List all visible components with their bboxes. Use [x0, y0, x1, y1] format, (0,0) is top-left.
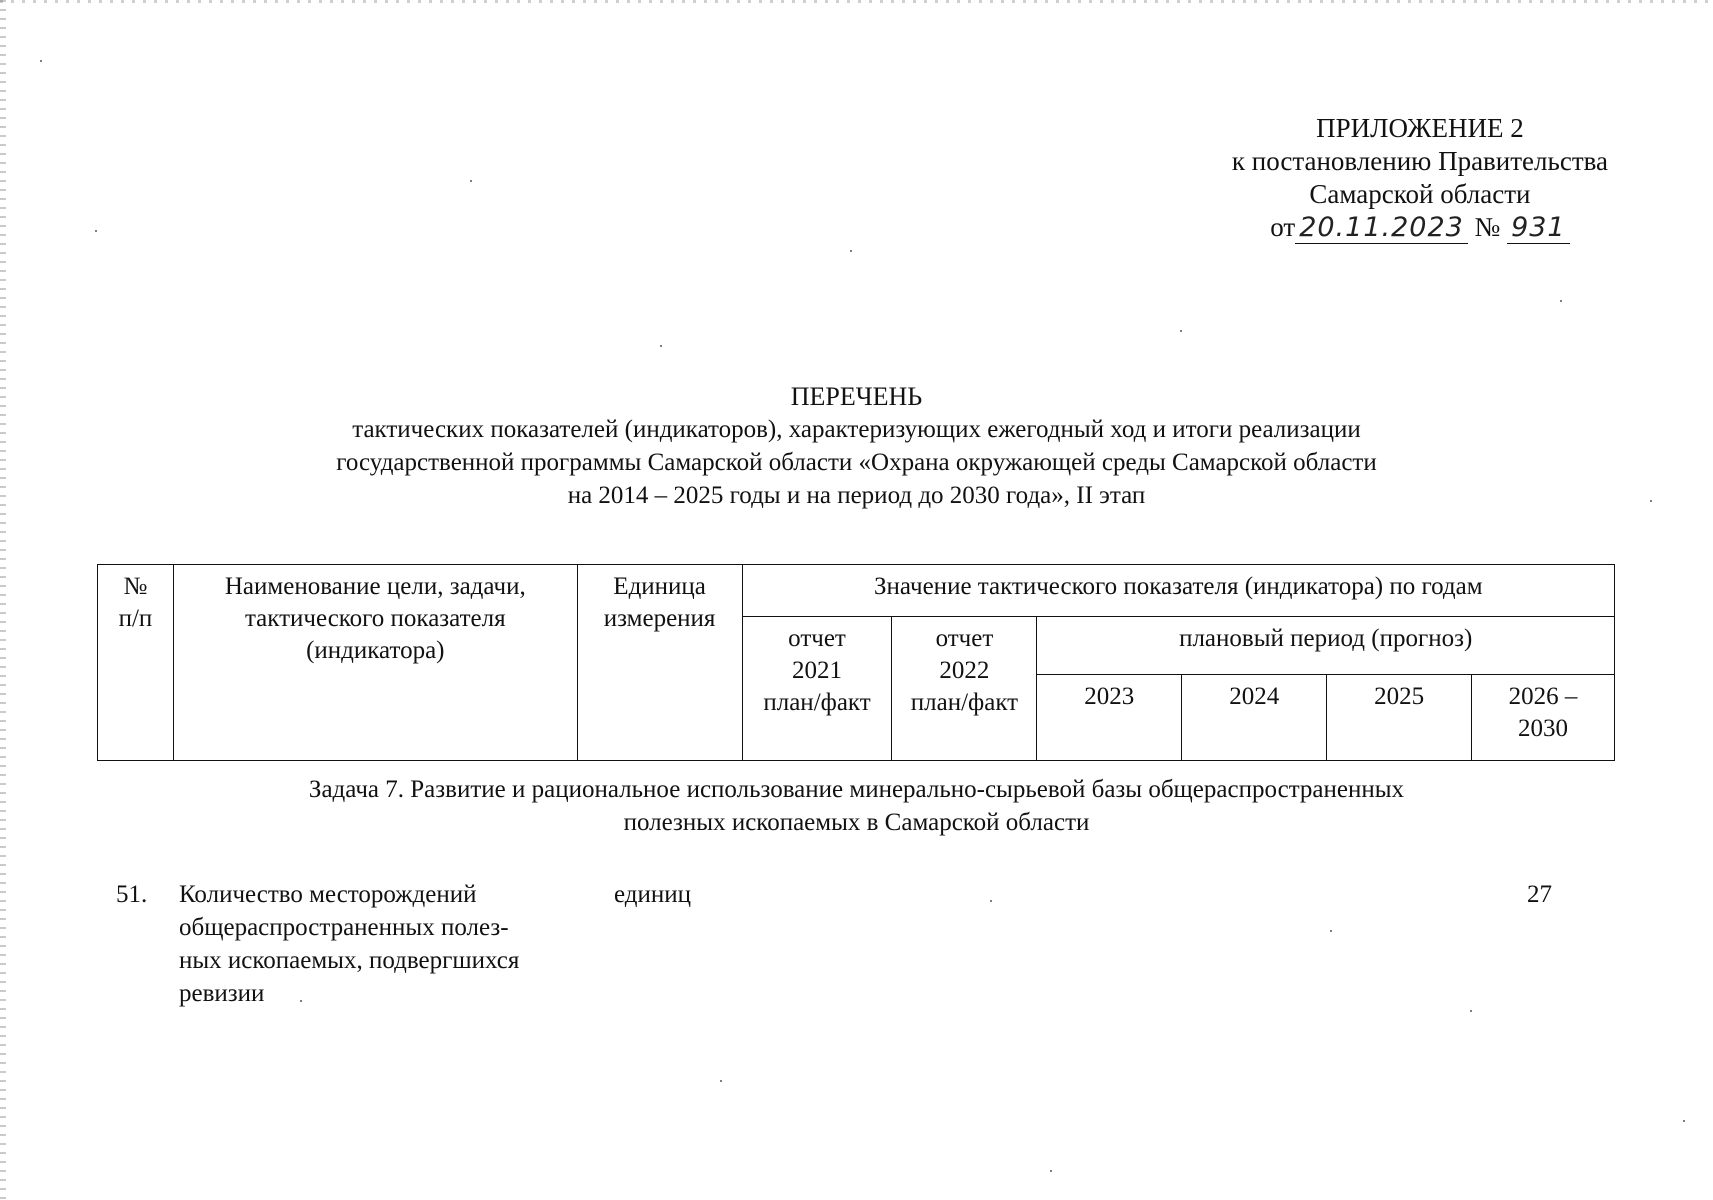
title-line-1: тактических показателей (индикаторов), характеризующих ежегодный ход и итоги реализации: [352, 416, 1361, 443]
header-num: № п/п: [98, 565, 174, 761]
scan-speck: [1180, 330, 1182, 332]
scan-speck: [1050, 1170, 1052, 1172]
header-values-group: Значение тактического показателя (индикатора) по годам: [742, 565, 1614, 617]
scan-speck: [470, 180, 472, 182]
scan-speck: [1470, 1010, 1472, 1012]
appendix-date-number: [1270, 211, 1569, 244]
document-title: [0, 380, 1713, 512]
scan-edge-left: [0, 0, 6, 1200]
number-label: №: [1474, 212, 1501, 242]
scan-speck: [850, 250, 852, 252]
scan-speck: [1560, 300, 1562, 302]
header-year-2024: 2024: [1182, 675, 1327, 761]
header-plan-period: плановый период (прогноз): [1037, 617, 1615, 675]
row-number: 51.: [116, 881, 148, 908]
appendix-block: [1232, 112, 1608, 244]
scan-speck: [1330, 930, 1332, 932]
task-line-2: полезных ископаемых в Самарской области: [623, 809, 1090, 836]
appendix-title: ПРИЛОЖЕНИЕ 2: [1316, 113, 1524, 143]
scan-speck: [40, 60, 42, 62]
scan-speck: [1683, 1120, 1685, 1122]
row-value: 27: [1527, 881, 1552, 908]
scan-speck: [720, 1080, 722, 1082]
task-heading: [0, 773, 1713, 839]
handwritten-number: 931: [1507, 212, 1570, 244]
handwritten-date: 20.11.2023: [1295, 212, 1468, 244]
from-label: от: [1270, 212, 1296, 242]
header-name: Наименование цели, задачи, тактического показателя (индикатора): [173, 565, 577, 761]
appendix-resolution: к постановлению Правительства: [1231, 146, 1608, 176]
title-heading: ПЕРЕЧЕНЬ: [790, 382, 923, 411]
scan-speck: [990, 900, 992, 902]
row-indicator-name: Количество месторождений общераспространенных полез- ных ископаемых, подвергшихся ревизии: [179, 881, 520, 1007]
header-report-2022: отчет 2022 план/факт: [892, 617, 1037, 761]
header-report-2021: отчет 2021 план/факт: [742, 617, 892, 761]
task-line-1: Задача 7. Развитие и рациональное использование минерально-сырьевой базы общераспространенных: [308, 776, 1405, 803]
header-year-2025: 2025: [1327, 675, 1472, 761]
scan-edge-top: [0, 0, 1713, 3]
row-unit: единиц: [614, 881, 692, 908]
title-line-3: на 2014 – 2025 годы и на период до 2030 года», II этап: [567, 482, 1146, 509]
header-year-2023: 2023: [1037, 675, 1182, 761]
indicators-table-header: [97, 564, 1615, 761]
scan-speck: [660, 345, 662, 347]
title-line-2: государственной программы Самарской области «Охрана окружающей среды Самарской области: [336, 449, 1377, 476]
appendix-region: Самарской области: [1309, 179, 1531, 209]
header-unit: Единица измерения: [577, 565, 742, 761]
header-year-2026-2030: 2026 – 2030: [1472, 675, 1615, 761]
scan-speck: [95, 230, 97, 232]
